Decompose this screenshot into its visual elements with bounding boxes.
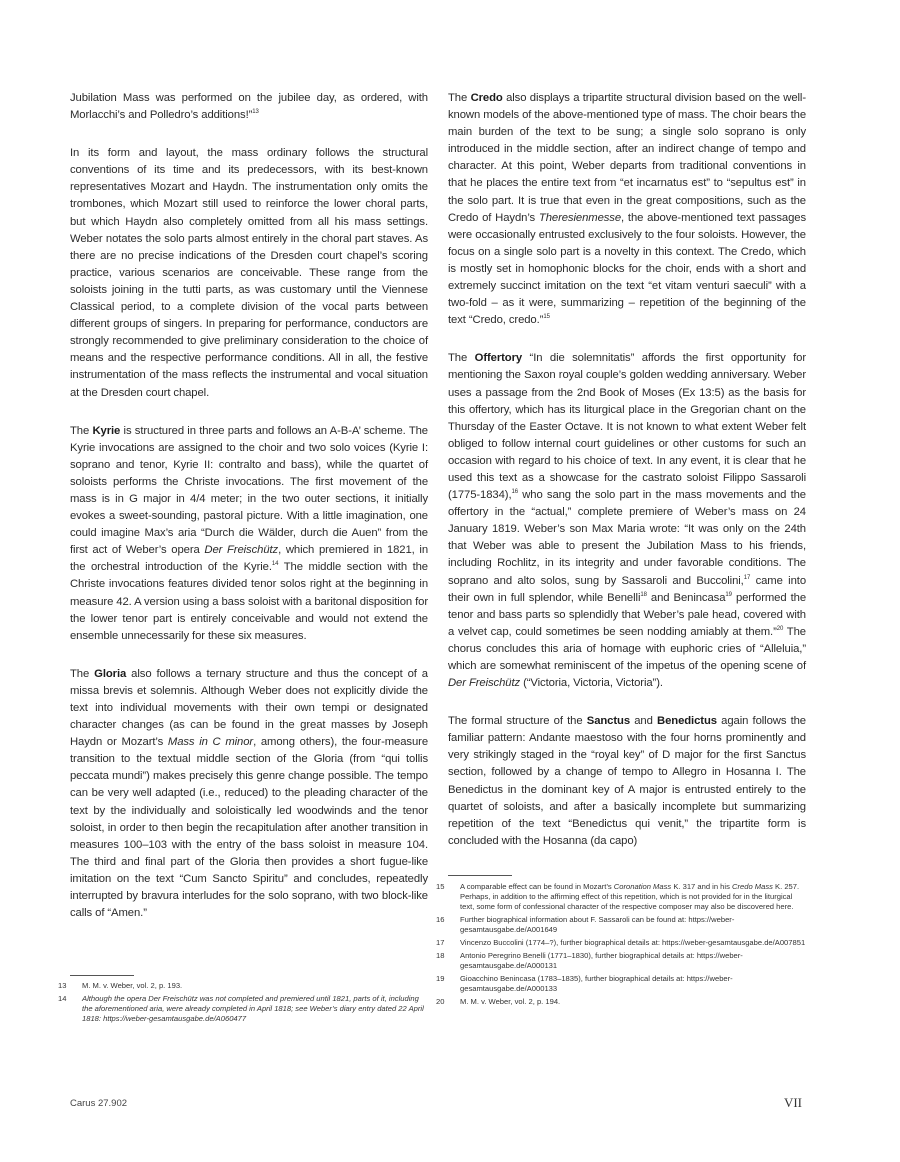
paragraph-offertory: The Offertory “In die solemnitatis” affords the first opportunity for mentioning the Saxon royal couple’s golden wedding anniversary. Weber uses a passage from the 2nd Book of Moses (Ex 13:5) as the basis for this offertory, which has its liturgical place in the Gregorian chant on the Thursday of the Easter Octave. It is not known to what extent Weber felt obliged to follow internal court guidelines or other customs for such an occasion with regard to his choice of text. In any event, it is clear that he used this text as a showcase for the castrato soloist Filippo Sassaroli (1775-1834),$^{16}$ who sang the solo part in the mass movements and the offertory in the “actual,” complete premiere of Weber’s mass on 24 January 1819. Weber’s son Max Maria wrote: “It was only on the 24th that Weber was able to present the Jubilation Mass to his friends, including Rochlitz, in its integrity and under favorable conditions. The soprano and alto solos, sung by Sassaroli and Buccolini,$^{17}$ came into their own in full splendor, while Benelli$^{18}$ and Benincasa$^{19}$ performed the tenor and bass parts so splendidly that Weber’s pale head, covered with a velvet cap, could sometimes be seen nodding amiably at them.”$^{20}$ The chorus concludes this aria of homage with euphoric cries of “Alleluia,” which are somewhat reminiscent of the impetus of the opening scene of Der Freischütz (“Victoria, Victoria, Victoria”). [448,352,807,690]
left-column [70,90,428,943]
footnote-rule-right [448,875,512,876]
footnote-ref[interactable]: 15 [543,314,550,321]
footnote-ref[interactable]: 17 [743,574,751,581]
footnote-ref[interactable]: 16 [511,489,518,496]
footnote-ref[interactable]: 19 [725,591,732,598]
footnote-15: 15 A comparable effect can be found in Mozart’s Coronation Mass K. 317 and in his Credo Mass K. 257. Perhaps, in addition to the affirming effect of this repetition, which is not provided for in the liturgical text, some form of confessional character of the respective composer may also be discovered here. [436,882,800,911]
footnote-rule-left [70,975,134,976]
gloria-heading: Gloria [94,667,127,680]
footnote-19: 19 Gioacchino Benincasa (1783–1835), further biographical details at: https://weber-gesamtausgabe.de/A000133 [436,974,733,993]
footnote-ref[interactable]: 18 [640,591,647,598]
paragraph-jubilation: Jubilation Mass was performed on the jubilee day, as ordered, with Morlacchi’s and Polledro’s additions!”$^{13}$ [70,92,428,122]
credo-heading: Credo [470,92,503,104]
paragraph-kyrie: The Kyrie is structured in three parts and follows an A-B-A’ scheme. The Kyrie invocations are assigned to the choir and two solo voices (Kyrie I: soprano and tenor, Kyrie II: contralto and bass), while the quartet of soloists performs the Christe invocations. The first movement of the mass is in G major in 4/4 meter; in the two outer sections, it initially evokes a sweet-sounding, pastoral picture. With a little imagination, one could imagine Max’s aria “Durch die Wälder, durch die Auen” from the first act of Weber’s opera Der Freischütz, which premiered in 1821, in the orchestral introduction of the Kyrie.$^{14}$ The middle section with the Christe invocations features divided tenor solos right at the beginning in measure 42. A version using a bass soloist with a baritonal disposition for the lower tenor part is entirely conceivable and would not extend the ensemble unnecessarily for these six measures. [70,424,428,642]
catalog-number: Carus 27.902 [70,1098,128,1109]
benedictus-heading: Benedictus [657,715,717,728]
footnote-ref[interactable]: 14 [271,561,279,568]
paragraph-gloria: The Gloria also follows a ternary structure and thus the concept of a missa brevis et solemnis. Although Weber does not explicitly divide the text into individual movements with their own tempi or designated character changes (as can be found in the great masses by Joseph Haydn or Mozart’s Mass in C minor, among others), the four-measure transition to the textual middle section of the Gloria (from “qui tollis peccata mundi”) makes precisely this genre change possible. The tempo can be very well adapted (i.e., reduced) to the pleading character of the text by the individually and soloistically led woodwinds and the tenor soloist, in order to then begin the recapitulation after another transition in measures 100–103 with the entry of the bass soloist in measure 104. The third and final part of the Gloria then provides a short fugue-like imitation on the text “Cum Sancto Spiritu” and concludes, repeatedly interrupted by bravura interludes for the solo soprano, with two block-like calls of “Amen.” [70,667,428,920]
paragraph-credo: The Credo also displays a tripartite structural division based on the well-known models of the above-mentioned type of mass. The choir bears the main burden of the text to be sung; a single solo soprano is only introduced in the middle section, after an indirect change of tempo and character. At this point, Weber departs from traditional conventions in that he places the entire text from “et incarnatus est” to “sepultus est” in the solo part. It is true that even in the great compositions, such as the Credo of Haydn’s Theresienmesse, the above-mentioned text passages were occasionally entrusted exclusively to the four soloists. However, the focus on a single solo part is a novelty in this context. The Credo, which is mostly set in homophonic blocks for the choir, ends with a short and extremely succinct imitation on the text “et vitam venturi saeculi” with a two-fold – as it were, summarizing – repetition of the beginning of the text “Credo, credo.”$^{15}$ [448,92,806,327]
footnotes-left [58,981,430,1027]
footnote-ref[interactable]: 13 [252,109,259,116]
footnote-17: 17 Vincenzo Buccolini (1774–?), further biographical details at: https://weber-gesamtausgabe.de/A007851 [436,938,806,947]
footnote-20: 20 M. M. v. Weber, vol. 2, p. 194. [436,997,561,1006]
page-number: VII [783,1095,802,1110]
offertory-heading: Offertory [474,352,523,365]
kyrie-heading: Kyrie [92,424,121,437]
footnote-13: 13 M. M. v. Weber, vol. 2, p. 193. [58,981,183,990]
paragraph-sanctus: The formal structure of the Sanctus and Benedictus again follows the familiar pattern: Andante maestoso with the four horns prominently and very strikingly staged in the “royal key” of D major for the first Sanctus section, followed by a change of tempo to Allegro in Hosanna I. The Benedictus in the dominant key of A major is entrusted entirely to the quartet of soloists, and after a basically incomplete but summarizing repetition of the text “Benedictus qui venit,” the tripartite form is concluded with the Hosanna (da capo) [448,715,806,847]
sanctus-heading: Sanctus [586,715,631,728]
footnote-ref[interactable]: 20 [776,625,784,632]
right-column [448,90,806,871]
footnote-18: 18 Antonio Peregrino Benelli (1771–1830), further biographical details at: https://weber-gesamtausgabe.de/A000131 [436,951,743,970]
footnote-14: 14 Although the opera Der Freischütz was not completed and premiered until 1821, parts of it, including the aforementioned aria, were already completed in April 1818; see Weber’s diary entry dated 22 April 1818: https://weber-gesamtausgabe.de/A060477 [58,994,424,1023]
paragraph-form-layout: In its form and layout, the mass ordinary follows the structural conventions of its time and its predecessors, with its best-known representatives Mozart and Haydn. The instrumentation only omits the trombones, which Mozart still used to reinforce the lower choral parts, but which Haydn also completely omitted from all his mass settings. Weber notates the solo parts almost entirely in the choral part staves. As there are no precise indications of the Dresden court chapel’s scoring practice, various scenarios are conceivable. These range from the soloists joining in the tutti parts, as was customary until the Viennese Classical period, to a complete division of the vocal parts between different groups of singers. In preparing for performance, conductors are strongly recommended to give preliminary consideration to the choice of means and the respective performance conditions. All in all, the festive instrumentation of the mass reflects the instrumental and vocal situation at the Dresden court chapel. [70,147,428,399]
footnote-16: 16 Further biographical information about F. Sassaroli can be found at: https://weber-gesamtausgabe.de/A001649 [436,915,735,934]
footnotes-right [436,882,808,1010]
